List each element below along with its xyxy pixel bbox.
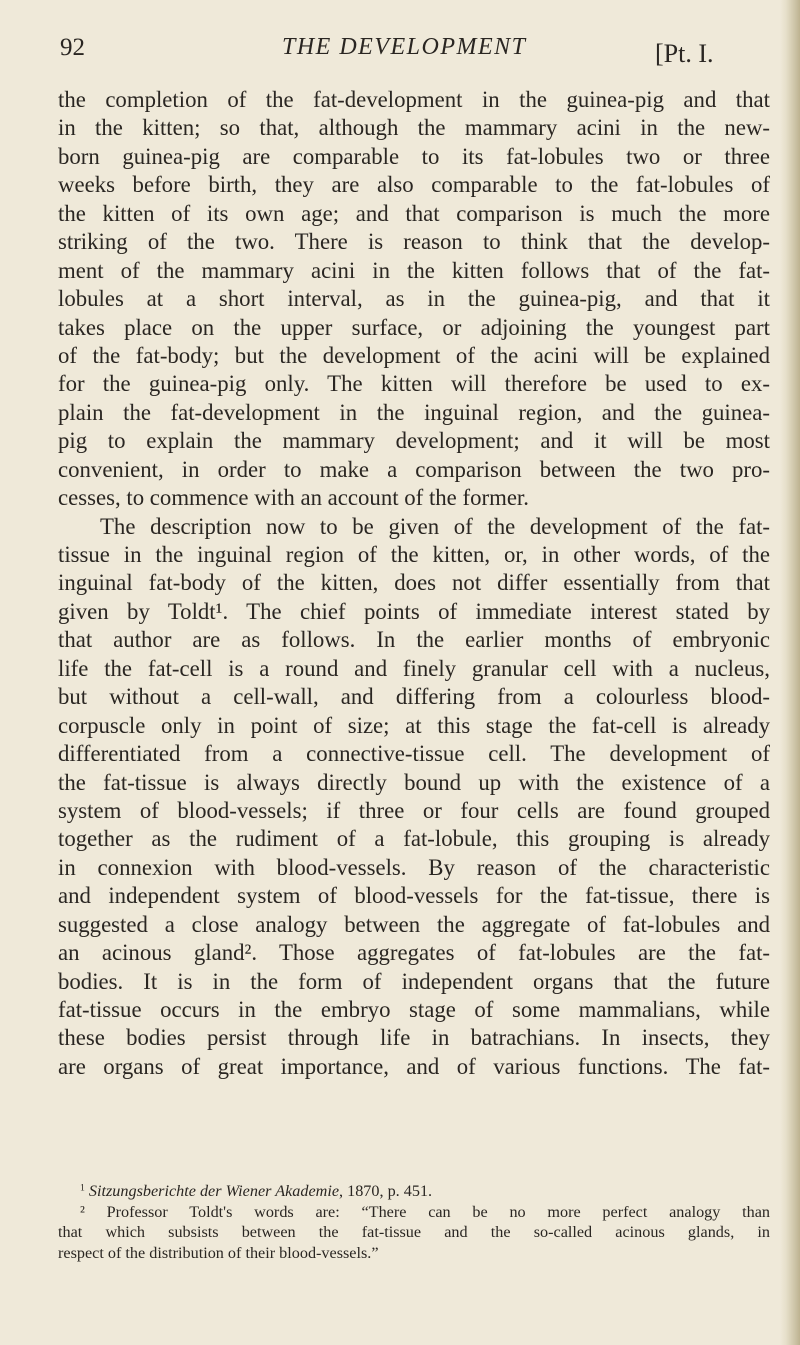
paragraph-start-line: The description now to be given of the development of the fat- [100,513,770,539]
text-line: pig to explain the mammary development; and it will be most [58,428,770,454]
text-line: and independent system of blood-vessels for the fat-tissue, there is [58,883,770,909]
footnotes [58,1181,770,1263]
text-line: but without a cell-wall, and differing from a colourless blood- [58,684,770,710]
text-line: plain the fat-development in the inguinal region, and the guinea- [58,399,770,425]
journal-title: Sitzungsberichte der Wiener Akademie [88,1182,340,1200]
text-line: the fat-tissue is always directly bound up with the existence of a [58,769,770,795]
footnote-2-line: respect of the distribution of their blood-vessels.” [58,1243,379,1262]
text-line: suggested a close analogy between the aggregate of fat-lobules and [58,911,770,937]
text-line: of the fat-body; but the development of the acini will be explained [58,342,770,368]
text-line: born guinea-pig are comparable to its fat-lobules two or three [58,143,770,169]
running-header [60,34,770,74]
text-line: the completion of the fat-development in the guinea-pig and that [58,87,770,112]
text-line: striking of the two. There is reason to think that the develop- [58,229,770,255]
running-title: THE DEVELOPMENT [282,34,527,60]
text-line: the kitten of its own age; and that comparison is much the more [58,200,770,226]
text-line: takes place on the upper surface, or adjoining the youngest part [58,314,770,340]
text-line: together as the rudiment of a fat-lobule, this grouping is already [58,826,770,852]
text-line: that author are as follows. In the earlier months of embryonic [58,627,770,653]
text-line: an acinous gland². Those aggregates of fat-lobules are the fat- [58,940,770,966]
footnote-2-line: ² Professor Toldt's words are: “There can be no more perfect analogy than [80,1202,770,1221]
page-number: 92 [60,34,85,61]
text-line: ment of the mammary acini in the kitten follows that of the fat- [58,257,770,283]
text-line: these bodies persist through life in batrachians. In insects, they [58,1025,770,1051]
part-marker: [Pt. I. [655,39,714,68]
text-line: tissue in the inguinal region of the kitten, or, in other words, of the [58,542,770,567]
text-line: given by Toldt¹. The chief points of immediate interest stated by [58,598,770,624]
text-line: corpuscle only in point of size; at this stage the fat-cell is already [58,712,770,738]
text-line: inguinal fat-body of the kitten, does not differ essentially from that [58,570,770,596]
citation-details: , 1870, p. 451. [339,1182,433,1200]
text-line: bodies. It is in the form of independent organs that the future [58,968,770,994]
paragraph-end-line: cesses, to commence with an account of the former. [58,485,529,511]
body-text [58,86,770,1081]
text-line: system of blood-vessels; if three or four cells are found grouped [58,797,770,823]
text-line: weeks before birth, they are also comparable to the fat-lobules of [58,172,770,198]
text-line: in the kitten; so that, although the mammary acini in the new- [58,115,770,141]
footnote-2-line: that which subsists between the fat-tissue and the so-called acinous glands, in [58,1223,770,1241]
text-line: in connexion with blood-vessels. By reason of the characteristic [58,854,770,880]
text-line: convenient, in order to make a comparison between the two pro- [58,456,770,482]
text-line: fat-tissue occurs in the embryo stage of some mammalians, while [58,997,770,1022]
text-line: are organs of great importance, and of various functions. The fat- [58,1053,770,1079]
text-line: differentiated from a connective-tissue cell. The development of [58,741,770,767]
footnote-marker: 1 [80,1182,85,1194]
text-line: lobules at a short interval, as in the guinea-pig, and that it [58,286,770,312]
page-edge-shadow [780,0,800,1345]
text-line: for the guinea-pig only. The kitten will therefore be used to ex- [58,371,770,397]
text-line: life the fat-cell is a round and finely granular cell with a nucleus, [58,655,770,681]
footnote-1 [58,1181,770,1202]
